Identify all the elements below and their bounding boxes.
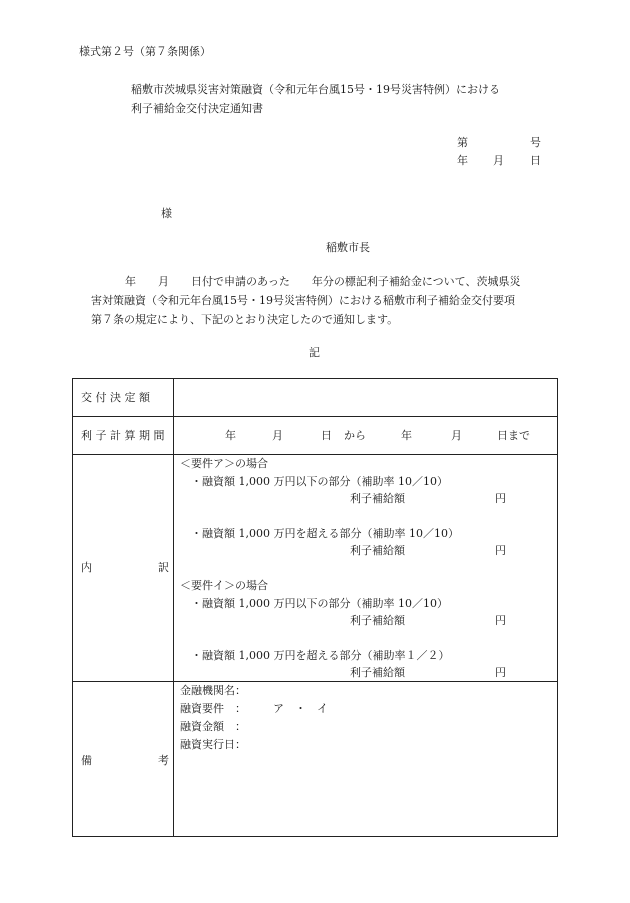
case-i-item2: ・融資額 1,000 万円を超える部分（補助率１／２） <box>191 649 450 662</box>
table-divider-vertical <box>173 379 174 836</box>
addressee-suffix: 様 <box>161 207 172 220</box>
ki-heading: 記 <box>309 346 320 359</box>
period-start-year: 年 <box>225 429 236 442</box>
label-remarks-b: 考 <box>158 754 169 767</box>
body-line-2: 害対策融資（令和元年台風15号・19号災害特例）における稲敷市利子補給金交付要項 <box>91 294 515 307</box>
table-divider <box>73 416 557 417</box>
subsidy-label: 利子補給額 <box>350 614 405 627</box>
period-end-year: 年 <box>401 429 412 442</box>
date-day: 日 <box>530 154 541 167</box>
date-month: 月 <box>493 154 504 167</box>
subsidy-label: 利子補給額 <box>350 492 405 505</box>
yen-unit: 円 <box>495 666 506 679</box>
subsidy-label: 利子補給額 <box>350 666 405 679</box>
label-grant-amount: 交 付 決 定 額 <box>81 391 150 404</box>
remark-amount: 融資金額 ： <box>180 720 246 733</box>
remark-requirement: 融資要件 ： <box>180 702 246 715</box>
case-i-heading: ＜要件イ＞の場合 <box>180 579 268 592</box>
issuer: 稲敷市長 <box>326 241 370 254</box>
case-a-item2: ・融資額 1,000 万円を超える部分（補助率 10／10） <box>191 527 459 540</box>
period-start-day: 日 <box>321 429 332 442</box>
case-a-item1: ・融資額 1,000 万円以下の部分（補助率 10／10） <box>191 475 448 488</box>
period-kara: から <box>344 429 366 442</box>
remark-execution-date: 融資実行日： <box>180 738 246 751</box>
remark-bank: 金融機関名： <box>180 684 246 697</box>
document-title-line2: 利子補給金交付決定通知書 <box>131 102 263 115</box>
number-suffix: 号 <box>530 136 541 149</box>
date-year: 年 <box>457 154 468 167</box>
remark-requirement-options: ア ・ イ <box>273 702 328 715</box>
body-line-3: 第７条の規定により、下記のとおり決定したので通知します。 <box>91 313 399 326</box>
period-end-day: 日まで <box>497 429 530 442</box>
case-a-heading: ＜要件ア＞の場合 <box>180 457 268 470</box>
form-number: 様式第２号（第７条関係） <box>79 45 211 58</box>
label-interest-period: 利 子 計 算 期 間 <box>81 429 165 442</box>
yen-unit: 円 <box>495 614 506 627</box>
document-title-line1: 稲敷市茨城県災害対策融資（令和元年台風15号・19号災害特例）における <box>131 83 500 96</box>
subsidy-label: 利子補給額 <box>350 544 405 557</box>
yen-unit: 円 <box>495 544 506 557</box>
period-end-month: 月 <box>451 429 462 442</box>
label-remarks-a: 備 <box>81 754 92 767</box>
body-line-1: 年 月 日付で申請のあった 年分の標記利子補給金について、茨城県災 <box>125 275 521 288</box>
label-breakdown-a: 内 <box>81 561 92 574</box>
number-prefix: 第 <box>457 136 468 149</box>
case-i-item1: ・融資額 1,000 万円以下の部分（補助率 10／10） <box>191 597 448 610</box>
yen-unit: 円 <box>495 492 506 505</box>
label-breakdown-b: 訳 <box>158 561 169 574</box>
period-start-month: 月 <box>272 429 283 442</box>
table-divider <box>73 681 557 682</box>
decision-table <box>72 378 558 837</box>
table-divider <box>73 454 557 455</box>
